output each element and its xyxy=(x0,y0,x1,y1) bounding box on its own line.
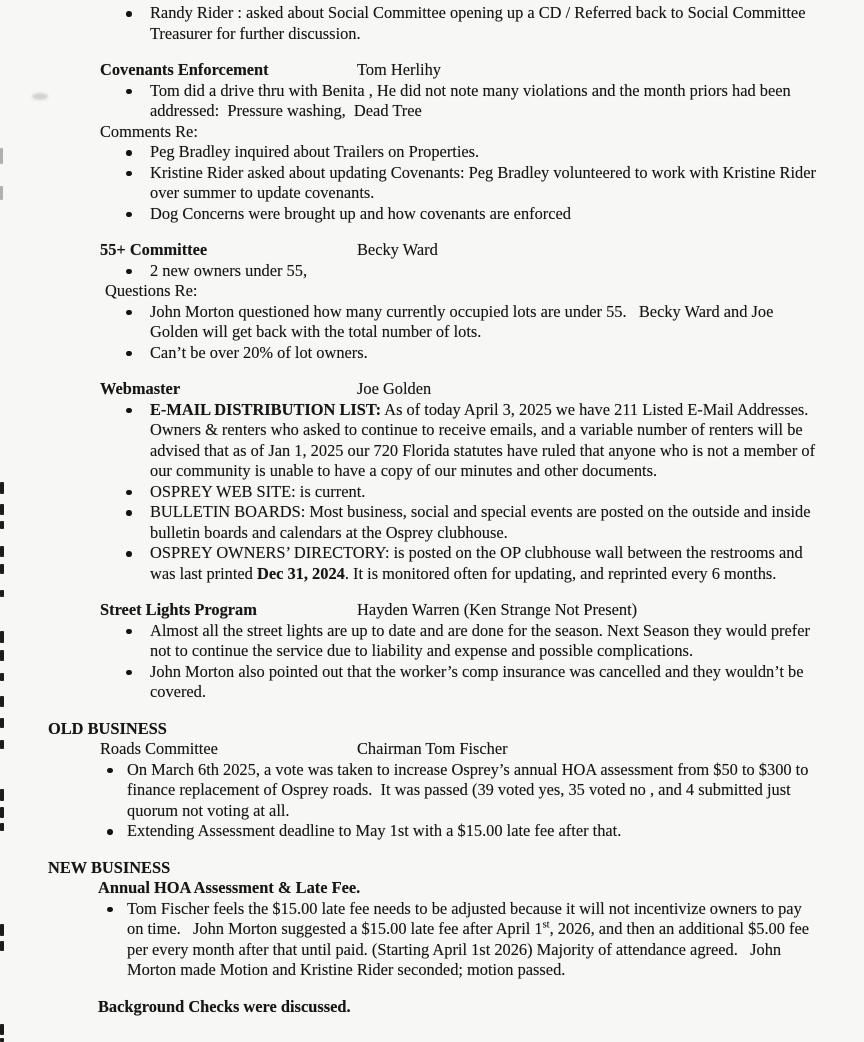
bullet-item xyxy=(106,760,820,822)
bullet-text xyxy=(127,821,820,842)
committee-section-header xyxy=(100,60,820,81)
text-run: . It is monitored often for updating, and reprinted every 6 months. xyxy=(344,563,777,583)
bullet-item xyxy=(125,142,820,163)
bullet-text xyxy=(150,482,820,503)
bullet-item xyxy=(106,899,820,981)
committee-chair-name: Becky Ward xyxy=(357,240,438,259)
text-run: OSPREY OWNERS’ DIRECTORY: is posted on the OP clubhouse wall between the restrooms and was last printed xyxy=(150,543,807,583)
business-section-heading: NEW BUSINESS xyxy=(48,857,171,877)
bullet-text xyxy=(150,81,820,122)
bullet-text xyxy=(150,621,820,662)
scan-artifact-mark xyxy=(0,564,4,574)
text-run: John Morton questioned how many currently occupied lots are under 55. Becky Ward and Joe Golden will get back with the total number of lots. xyxy=(150,301,778,341)
text-run: Almost all the street lights are up to date and are done for the season. Next Season they would prefer not to continue the service due to liability and expense and possible complications. xyxy=(150,620,815,660)
topic-subheading: Annual HOA Assessment & Late Fee. xyxy=(98,878,361,897)
bullet-icon xyxy=(125,543,150,557)
bullet-item xyxy=(106,821,820,842)
committee-title: 55+ Committee xyxy=(100,240,208,259)
committee-chair-name: Tom Herlihy xyxy=(357,60,441,79)
committee-title: Roads Committee xyxy=(100,739,218,758)
bullet-text xyxy=(127,899,820,981)
bullet-text xyxy=(150,163,820,204)
bullet-text xyxy=(150,261,820,282)
bullet-item xyxy=(125,662,820,703)
scan-smudge xyxy=(32,93,48,100)
scan-artifact-mark xyxy=(0,696,4,707)
scan-artifact-mark xyxy=(0,482,4,494)
text-run: Extending Assessment deadline to May 1st with a $15.00 late fee after that. xyxy=(127,821,622,840)
bullet-icon xyxy=(125,81,150,95)
scan-artifact-mark xyxy=(0,1024,4,1035)
committee-chair-name: Joe Golden xyxy=(357,379,432,398)
scan-artifact-mark xyxy=(0,924,4,936)
bullet-icon xyxy=(125,142,150,156)
bullet-icon xyxy=(125,261,150,275)
scan-artifact-mark xyxy=(0,590,4,597)
bullet-icon xyxy=(125,343,150,357)
text-run: , 2026, and then an additional $5.00 fee per every month after that until paid. (Starting April 1st 2026) Majority of attendance agreed. John Morton made Motion and Kristine Rider seconded; motion passed. xyxy=(127,919,814,979)
committee-title: Street Lights Program xyxy=(100,600,257,619)
bullet-icon xyxy=(125,3,150,17)
text-run: BULLETIN BOARDS: Most business, social and special events are posted on the outside and inside bulletin boards and calendars at the Osprey clubhouse. xyxy=(150,502,815,542)
bullet-icon xyxy=(106,899,127,913)
text-run: Can’t be over 20% of lot owners. xyxy=(150,342,368,362)
bullet-item xyxy=(125,3,820,44)
bullet-item xyxy=(125,400,820,482)
scan-artifact-mark xyxy=(0,1038,4,1042)
scan-artifact-mark xyxy=(0,504,4,515)
bullet-text xyxy=(127,760,820,822)
committee-section-header xyxy=(100,600,820,621)
bullet-item xyxy=(125,482,820,503)
text-run: Peg Bradley inquired about Trailers on Properties. xyxy=(150,142,480,161)
text-run: st xyxy=(542,919,550,931)
text-run: Dog Concerns were brought up and how covenants are enforced xyxy=(150,203,572,223)
bullet-text xyxy=(150,543,820,584)
bullet-icon xyxy=(125,662,150,676)
comments-label: Questions Re: xyxy=(105,281,198,300)
scan-artifact-mark xyxy=(0,789,4,801)
committee-title: Covenants Enforcement xyxy=(100,60,269,79)
text-run: Kristine Rider asked about updating Covenants: Peg Bradley volunteered to work with Kristine Rider over summer to update covenants. xyxy=(150,162,821,202)
bullet-icon xyxy=(125,400,150,414)
committee-chair-name: Hayden Warren (Ken Strange Not Present) xyxy=(357,600,638,619)
text-run: On March 6th 2025, a vote was taken to increase Osprey’s annual HOA assessment from $50 to $300 to finance replacement of Osprey roads. It was passed (39 voted yes, 35 voted no , and 4 submitted just quorum not voting at all. xyxy=(127,759,813,820)
bullet-item xyxy=(125,204,820,225)
bullet-text xyxy=(150,400,820,482)
bullet-icon xyxy=(106,821,127,835)
business-section-heading: OLD BUSINESS xyxy=(48,718,167,738)
bullet-text xyxy=(150,302,820,343)
bullet-text xyxy=(150,142,820,163)
text-run: Randy Rider : asked about Social Committee opening up a CD / Referred back to Social Committee Treasurer for further discussion. xyxy=(150,3,810,43)
bullet-item xyxy=(125,261,820,282)
bullet-item xyxy=(125,81,820,122)
committee-section-header xyxy=(100,240,820,261)
scan-artifact-mark-faint xyxy=(0,186,3,200)
committee-title: Webmaster xyxy=(100,379,181,398)
bullet-text xyxy=(150,3,820,44)
bullet-item xyxy=(125,302,820,343)
bullet-icon xyxy=(125,163,150,177)
bullet-item xyxy=(125,543,820,584)
text-run: John Morton also pointed out that the worker’s comp insurance was cancelled and they wouldn’t be covered. xyxy=(150,661,808,701)
scan-artifact-mark xyxy=(0,740,4,749)
scan-artifact-mark xyxy=(0,673,4,681)
bullet-item xyxy=(125,343,820,364)
bullet-icon xyxy=(106,760,127,774)
bullet-item xyxy=(125,502,820,543)
bullet-item xyxy=(125,163,820,204)
scan-artifact-mark xyxy=(0,718,4,728)
comments-label: Comments Re: xyxy=(100,121,198,141)
bullet-icon xyxy=(125,502,150,516)
topic-subheading: Background Checks were discussed. xyxy=(98,996,351,1016)
bullet-icon xyxy=(125,204,150,218)
scan-artifact-mark xyxy=(0,823,4,831)
text-run: 2 new owners under 55, xyxy=(150,260,308,280)
text-run: Tom did a drive thru with Benita , He did not note many violations and the month priors had been addressed: Pressure washing, Dead Tree xyxy=(150,80,795,120)
bullet-icon xyxy=(125,482,150,496)
bullet-text xyxy=(150,343,820,364)
text-run: Dec 31, 2024 xyxy=(256,563,345,583)
scan-artifact-mark xyxy=(0,941,4,951)
text-run: As of today April 3, 2025 we have 211 Listed E-Mail Addresses. Owners & renters who asked to continue to receive emails, and a variable number of renters will be advised that as of Jan 1, 2025 our 720 Florida statutes have ruled that anyone who is not a member of our community is unable to have a copy of our minutes and other documents. xyxy=(150,399,820,480)
text-run: E-MAIL DISTRIBUTION LIST: xyxy=(150,399,382,419)
bullet-text xyxy=(150,502,820,543)
committee-section-header xyxy=(100,739,820,760)
scan-artifact-mark xyxy=(0,546,4,557)
text-run: Tom Fischer feels the $15.00 late fee needs to be adjusted because it will not incentivize owners to pay on time. John Morton suggested a $15.00 late fee after April 1 xyxy=(127,898,806,938)
scan-artifact-mark xyxy=(0,650,4,661)
bullet-icon xyxy=(125,621,150,635)
scan-artifact-mark xyxy=(0,521,4,529)
scan-artifact-mark xyxy=(0,807,4,818)
text-run: OSPREY WEB SITE: is current. xyxy=(150,481,366,501)
committee-chair-name: Chairman Tom Fischer xyxy=(357,739,508,758)
scan-artifact-mark xyxy=(0,631,4,643)
bullet-text xyxy=(150,204,820,225)
bullet-icon xyxy=(125,302,150,316)
committee-section-header xyxy=(100,379,820,400)
bullet-item xyxy=(125,621,820,662)
bullet-text xyxy=(150,662,820,703)
scan-artifact-mark-faint xyxy=(0,148,3,164)
